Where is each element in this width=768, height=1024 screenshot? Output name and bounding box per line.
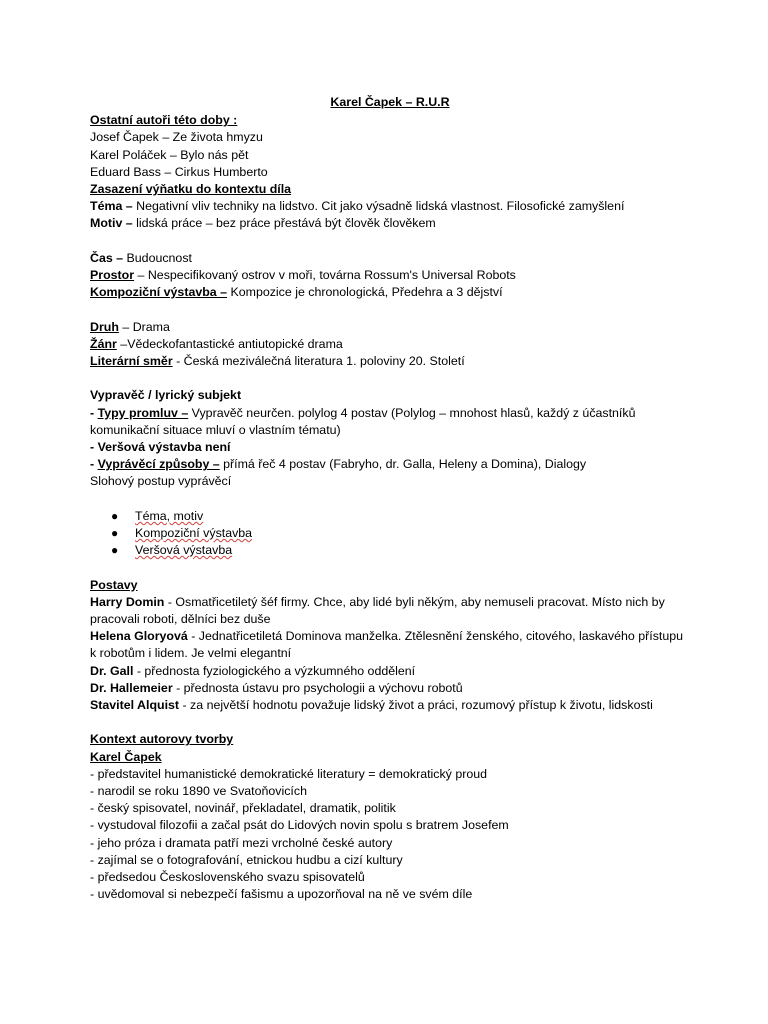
bullet-icon: ● [111, 526, 119, 541]
bullet-text: Veršová výstavba [135, 543, 233, 558]
prostor-line [90, 267, 690, 284]
kontext-item: - český spisovatel, novinář, překladatel, dramatik, politik [90, 801, 396, 816]
author-item: Eduard Bass – Cirkus Humberto [90, 164, 268, 179]
character-entry [90, 680, 690, 697]
bullet-text: Kompoziční výstavba [135, 526, 253, 541]
kontext-heading: Kontext autorovy tvorby [90, 732, 234, 747]
vypravec-heading: Vypravěč / lyrický subjekt [90, 388, 242, 403]
kontext-item: - jeho próza i dramata patří mezi vrcholné české autory [90, 835, 393, 850]
postavy-heading: Postavy [90, 577, 138, 592]
spacer [90, 491, 690, 508]
character-name: Dr. Hallemeier [90, 680, 173, 695]
author-item: Josef Čapek – Ze života hmyzu [90, 130, 263, 145]
versova-line: - Veršová výstavba není [90, 440, 231, 455]
tema-label: Téma – [90, 199, 133, 214]
character-name: Stavitel Alquist [90, 698, 180, 713]
bullet-icon: ● [111, 508, 119, 523]
kontext-subheading: Karel Čapek [90, 749, 162, 764]
character-description: - přednosta ústavu pro psychologii a výchovu robotů [172, 680, 463, 695]
typy-line [90, 405, 690, 439]
kontext-item: - narodil se roku 1890 ve Svatoňovicích [90, 784, 307, 799]
character-description: - přednosta fyziologického a výzkumného oddělení [133, 663, 416, 678]
druh-line [90, 319, 690, 336]
kompozice-label: Kompoziční výstavba – [90, 285, 228, 300]
typy-label: Typy promluv – [97, 405, 189, 420]
character-entry [90, 628, 690, 662]
zanr-label: Žánr [90, 336, 117, 351]
kontext-item: - uvědomoval si nebezpečí fašismu a upozorňoval na ně ve svém díle [90, 887, 473, 902]
druh-label: Druh [90, 319, 119, 334]
document-body [90, 94, 690, 903]
spacer [90, 301, 690, 318]
character-description: - Osmatřicetiletý šéf firmy. Chce, aby lidé byli někým, aby nemuseli pracovat. Místo nich by pracovali roboti, dělníci bez duše [90, 594, 665, 627]
kontext-item: - zajímal se o fotografování, etnickou hudbu a cizí kultury [90, 852, 403, 867]
character-entry [90, 594, 690, 628]
zanr-line [90, 336, 690, 353]
zpusoby-line [90, 456, 690, 473]
bullet-item [90, 525, 690, 542]
zanr-text: –Vědeckofantastické antiutopické drama [116, 336, 343, 351]
kompozice-line [90, 284, 690, 301]
cas-line [90, 250, 690, 267]
smer-label: Literární směr [90, 354, 173, 369]
cas-text: Budoucnost [123, 250, 192, 265]
bullet-text: Téma, motiv [135, 508, 204, 523]
spacer [90, 714, 690, 731]
author-item: Karel Poláček – Bylo nás pět [90, 147, 249, 162]
smer-line [90, 353, 690, 370]
zpusoby-label: Vyprávěcí způsoby – [97, 457, 220, 472]
kompozice-text: Kompozice je chronologická, Předehra a 3 dějství [227, 285, 503, 300]
authors-heading: Ostatní autoři této doby : [90, 113, 238, 128]
character-entry [90, 697, 690, 714]
motiv-text: lidská práce – bez práce přestává být člověk člověkem [132, 216, 436, 231]
typy-text: Vypravěč neurčen. polylog 4 postav (Polylog – mnohost hlasů, každý z účastníků komunikační situace mluví o vlastním tématu) [90, 405, 636, 437]
tema-line [90, 198, 690, 215]
motiv-label: Motiv – [90, 216, 133, 231]
character-entry [90, 663, 690, 680]
character-description: - za největší hodnotu považuje lidský život a práci, rozumový přístup k životu, lidskosti [179, 698, 653, 713]
typy-prefix: - [90, 405, 98, 420]
prostor-text: – Nespecifikovaný ostrov v moři, továrna Rossum's Universal Robots [134, 268, 516, 283]
tema-text: Negativní vliv techniky na lidstvo. Cit jako výsadně lidská vlastnost. Filosofické zamyšlení [132, 199, 625, 214]
smer-text: - Česká meziválečná literatura 1. poloviny 20. Století [172, 354, 465, 369]
spacer [90, 233, 690, 250]
bullet-item [90, 542, 690, 559]
prostor-label: Prostor [90, 268, 135, 283]
kontext-item: - představitel humanistické demokratické literatury = demokratický proud [90, 766, 488, 781]
cas-label: Čas – [90, 250, 124, 265]
kontext-item: - vystudoval filozofii a začal psát do Lidových novin spolu s bratrem Josefem [90, 818, 509, 833]
bullet-icon: ● [111, 543, 119, 558]
spacer [90, 559, 690, 576]
character-name: Helena Gloryová [90, 629, 188, 644]
context-heading: Zasazení výňatku do kontextu díla [90, 182, 292, 197]
druh-text: – Drama [118, 319, 170, 334]
document-title: Karel Čapek – R.U.R [330, 95, 450, 109]
character-name: Dr. Gall [90, 663, 134, 678]
motiv-line [90, 215, 690, 232]
bullet-item [90, 508, 690, 525]
kontext-item: - předsedou Československého svazu spisovatelů [90, 870, 365, 885]
spacer [90, 370, 690, 387]
slohovy-line: Slohový postup vyprávěcí [90, 474, 232, 489]
zpusoby-prefix: - [90, 457, 98, 472]
topic-bullet-list [90, 508, 690, 560]
character-name: Harry Domin [90, 594, 165, 609]
zpusoby-text: přímá řeč 4 postav (Fabryho, dr. Galla, Heleny a Domina), Dialogy [219, 457, 587, 472]
character-description: - Jednatřicetiletá Dominova manželka. Ztělesnění ženského, citového, laskavého přístupu k robotům i lidem. Je velmi elegantní [90, 629, 683, 661]
